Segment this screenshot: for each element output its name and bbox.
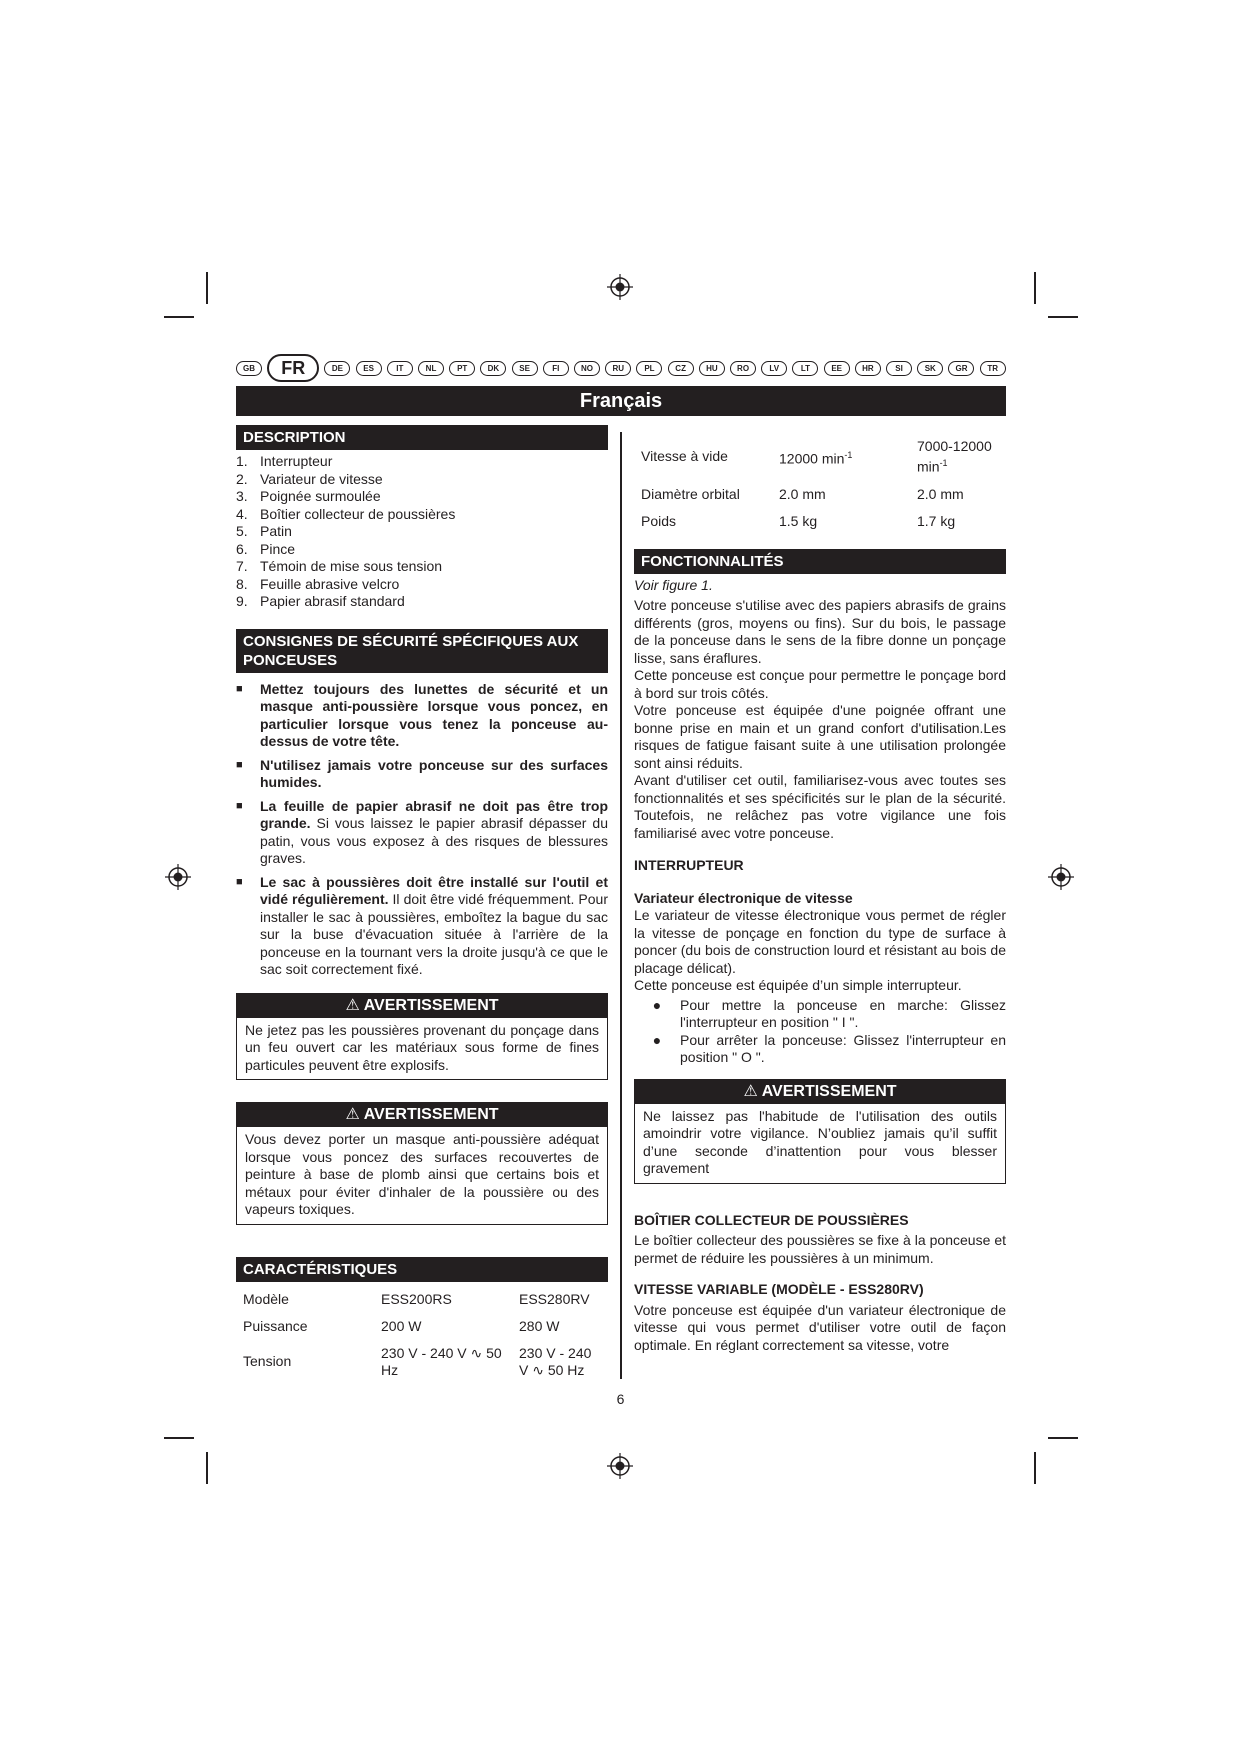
language-badge: LT [792, 361, 818, 376]
list-item: 8. Feuille abrasive velcro [236, 575, 400, 592]
language-badge: RU [605, 361, 631, 376]
language-badge: SE [512, 361, 538, 376]
table-row: Vitesse à vide 12000 $\min^{-1}$ 7000-12000 $\min^{-1}$ [641, 438, 992, 475]
left-column [236, 425, 608, 1384]
language-badge: LV [761, 361, 787, 376]
warning-triangle-icon: ⚠ [743, 1082, 758, 1100]
description-list [236, 453, 608, 611]
column-divider [620, 432, 622, 1379]
list-item: ■ La feuille de papier abrasif ne doit pas être trop grande. Si vous laissez le papier abrasif dépasser du patin, vous vous exposez à des risques de blessures graves. [236, 797, 608, 866]
right-column [634, 425, 1006, 1354]
table-row: Puissance 200 W 280 W [243, 1317, 560, 1334]
paragraph: Avant d'utiliser cet outil, familiarisez-vous avec toutes ses fonctionnalités et ses spécificités sur le plan de la sécurité. Toutefois, ne relâchez pas votre vigilance une fois familiarisé avec votre ponceuse. [634, 772, 1006, 841]
table-row: Poids 1.5 kg 1.7 kg [641, 512, 956, 529]
language-badge: PL [636, 361, 662, 376]
list-item: ■ N'utilisez jamais votre ponceuse sur des surfaces humides. [236, 756, 608, 790]
safety-heading: CONSIGNES DE SÉCURITÉ SPÉCIFIQUES AUX PONCEUSES [236, 629, 608, 673]
table-row: Diamètre orbital 2.0 mm 2.0 mm [641, 485, 964, 502]
language-badge: TR [980, 361, 1006, 376]
warning-text: Ne jetez pas les poussières provenant du ponçage dans un feu ouvert car les matériaux sous forme de fines particules peuvent être explosifs. [245, 1021, 599, 1073]
crop-mark [1034, 272, 1036, 304]
crop-mark [164, 316, 194, 318]
language-badge: ES [356, 361, 382, 376]
list-item: 7. Témoin de mise sous tension [236, 558, 443, 574]
list-item: ● Pour arrêter la ponceuse: Glissez l'interrupteur en position " O ". [652, 1031, 1006, 1066]
list-item: 5. Patin [236, 523, 292, 539]
paragraph: Le variateur de vitesse électronique vous permet de régler la vitesse de ponçage en fonction du type de surface à poncer (du bois de construction lourd et résistant au bois de placage délicat). [634, 907, 1006, 976]
registration-mark-icon [165, 864, 191, 890]
paragraph: Votre ponceuse s'utilise avec des papiers abrasifs de grains différents (gros, moyens ou fins). Sur du bois, le passage de la ponceuse dans le sens de la fibre donne un ponçage lisse, sans éraflures. [634, 597, 1006, 666]
warning-box [236, 1102, 608, 1225]
language-badge: IT [387, 361, 413, 376]
registration-mark-icon [1048, 864, 1074, 890]
crop-mark [1048, 1437, 1078, 1439]
warning-triangle-icon: ⚠ [345, 996, 360, 1014]
switch-list [634, 997, 1006, 1067]
paragraph: Votre ponceuse est équipée d'une poignée offrant une bonne prise en main et un grand confort d'utilisation.Les risques de fatigue faisant suite à une utilisation prolongée sont ainsi réduits. [634, 702, 1006, 771]
crop-mark [206, 272, 208, 304]
language-badge: FI [543, 361, 569, 376]
warning-header: ⚠ AVERTISSEMENT [237, 994, 607, 1018]
warning-text: Ne laissez pas l'habitude de l'utilisation des outils amoindrir votre vigilance. N’oubliez jamais qu’il suffit d’une seconde d’inattention pour vous blesser gravement [643, 1107, 997, 1177]
page-number: 6 [616, 1391, 625, 1407]
list-item: 4. Boîtier collecteur de poussières [236, 505, 456, 522]
figure-reference: Voir figure 1. [634, 576, 713, 593]
language-badge: RO [730, 361, 756, 376]
warning-triangle-icon: ⚠ [345, 1106, 360, 1123]
language-badge: SK [917, 361, 943, 376]
paragraph: Cette ponceuse est conçue pour permettre le ponçage bord à bord sur trois côtés. [634, 667, 1006, 701]
table-row: Tension 230 V - 240 V ∿ 50 Hz 230 V - 240 V ∿ 50 Hz [243, 1344, 592, 1378]
dust-heading: BOÎTIER COLLECTEUR DE POUSSIÈRES [634, 1211, 909, 1228]
specs-heading: CARACTÉRISTIQUES [236, 1257, 608, 1282]
language-badge: DE [324, 361, 350, 376]
language-badge: DK [480, 361, 506, 376]
specs-table-continued [634, 433, 1006, 535]
language-badge: EE [824, 361, 850, 376]
language-badge: GB [236, 361, 262, 376]
switch-heading: INTERRUPTEUR [634, 857, 744, 874]
language-badge: PT [449, 361, 475, 376]
variable-speed-heading: VITESSE VARIABLE (MODÈLE - ESS280RV) [634, 1281, 924, 1298]
language-badge: NL [418, 361, 444, 376]
language-badge: HU [699, 361, 725, 376]
warning-header: ⚠ AVERTISSEMENT [635, 1080, 1005, 1104]
language-badge: CZ [668, 361, 694, 376]
crop-mark [1048, 316, 1078, 318]
language-badge: NO [574, 361, 600, 376]
crop-mark [1034, 1452, 1036, 1484]
warning-box [634, 1079, 1006, 1184]
list-item: 2. Variateur de vitesse [236, 470, 383, 487]
warning-header: ⚠ AVERTISSEMENT [237, 1103, 607, 1127]
language-badge: SI [886, 361, 912, 376]
list-item: ■ Le sac à poussières doit être installé sur l'outil et vidé régulièrement. Il doit être vidé fréquemment. Pour installer le sac à poussières, emboîtez la bague du sac sur la buse d'évacuation située à l'arrière de la ponceuse en la tournant vers la droite jusqu'à ce que le sac soit correctement fixé. [236, 873, 608, 977]
language-badge: GR [948, 361, 974, 376]
paragraph: Votre ponceuse est équipée d'un variateur électronique de vitesse qui vous permet d'utiliser votre outil de façon optimale. En réglant correctement sa vitesse, votre [634, 1301, 1006, 1353]
warning-text: Vous devez porter un masque anti-poussière adéquat lorsque vous poncez des surfaces recouvertes de peinture à base de plomb ainsi que certains bois et métaux pour éviter d'inhaler de la poussière ou des vapeurs toxiques. [245, 1131, 599, 1217]
paragraph: Le boîtier collecteur des poussières se fixe à la ponceuse et permet de réduire les poussières à un minimum. [634, 1232, 1006, 1266]
registration-mark-icon [607, 274, 633, 300]
list-item: 3. Poignée surmoulée [236, 488, 381, 504]
crop-mark [164, 1437, 194, 1439]
list-item: 6. Pince [236, 540, 296, 557]
list-item: 9. Papier abrasif standard [236, 593, 405, 609]
paragraph: Cette ponceuse est équipée d’un simple interrupteur. [634, 977, 962, 994]
safety-list [236, 681, 608, 979]
warning-box [236, 993, 608, 1081]
specs-table [236, 1286, 608, 1384]
crop-mark [206, 1452, 208, 1484]
table-row: Modèle ESS200RS ESS280RV [243, 1290, 590, 1307]
language-selector [236, 355, 1006, 381]
speed-controller-heading: Variateur électronique de vitesse [634, 889, 853, 906]
list-item: ● Pour mettre la ponceuse en marche: Glissez l'interrupteur en position " I ". [652, 996, 1006, 1031]
features-heading: FONCTIONNALITÉS [634, 549, 1006, 574]
list-item: 1. Interrupteur [236, 453, 333, 469]
language-badge: FR [267, 354, 319, 382]
description-heading: DESCRIPTION [236, 425, 608, 450]
language-badge: HR [855, 361, 881, 376]
registration-mark-icon [607, 1453, 633, 1479]
page-title: Français [236, 386, 1006, 416]
list-item: ■ Mettez toujours des lunettes de sécurité et un masque anti-poussière lorsque vous poncez, en particulier lorsque vous tenez la ponceuse au-dessus de votre tête. [236, 680, 608, 749]
